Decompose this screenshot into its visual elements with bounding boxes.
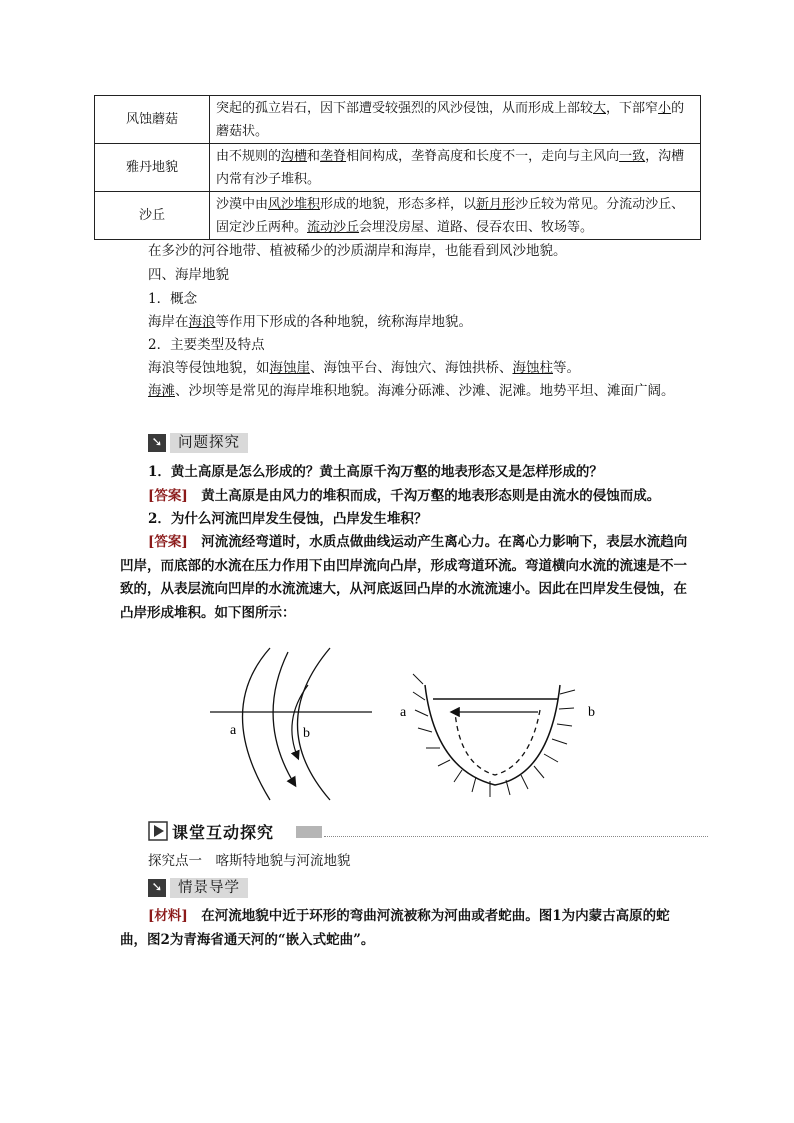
paragraph-text: 海岸在海浪等作用下形成的各种地貌，统称海岸地貌。 — [148, 314, 472, 330]
guide-header-label: 情景导学 — [170, 878, 248, 898]
label-b: b — [588, 705, 595, 720]
description-cell: 由不规则的沟槽和垄脊相间构成，垄脊高度和长度不一，走向与主风向一致，沟槽内常有沙子堆积。 — [210, 144, 701, 192]
explore-header — [148, 432, 248, 454]
section-heading: 探究点一 喀斯特地貌与河流地貌 — [148, 853, 351, 869]
description-cell: 突起的孤立岩石，因下部遭受较强烈的风沙侵蚀，从而形成上部较大，下部窄小的蘑菇状。 — [210, 96, 701, 144]
classroom-title: 课堂互动探究 — [172, 823, 275, 842]
right-bank-curve — [298, 648, 331, 800]
label-b: b — [303, 726, 310, 741]
label-a: a — [400, 705, 407, 720]
landform-table — [94, 95, 701, 240]
table-row — [95, 192, 701, 240]
circulation-arrow — [455, 710, 540, 775]
label-a: a — [230, 723, 237, 738]
classroom-header — [148, 818, 708, 844]
arrow-icon: ➘ — [148, 434, 166, 452]
term-cell: 沙丘 — [95, 192, 210, 240]
subheading: 1．概念 — [148, 291, 198, 307]
play-icon — [148, 821, 168, 841]
paragraph-text: 海滩、沙坝等是常见的海岸堆积地貌。海滩分砾滩、沙滩、泥滩。地势平坦、滩面广阔。 — [148, 383, 675, 399]
paragraph-text: 在多沙的河谷地带、植被稀少的沙质湖岸和海岸，也能看到风沙地貌。 — [148, 243, 567, 259]
decor-bar — [296, 826, 322, 838]
answer-text: [答案] 黄土高原是由风力的堆积而成，千沟万壑的地表形态则是由流水的侵蚀而成。 — [148, 488, 661, 504]
table-row — [95, 96, 701, 144]
question-text: 2．为什么河流凹岸发生侵蚀，凸岸发生堆积？ — [148, 511, 428, 527]
material-text: [材料] 在河流地貌中近于环形的弯曲河流被称为河曲或者蛇曲。图1为内蒙古高原的蛇曲，图2为青海省通天河的“嵌入式蛇曲”。 — [120, 908, 670, 948]
subheading: 2．主要类型及特点 — [148, 337, 265, 353]
arrow-icon: ➘ — [148, 879, 166, 897]
term-cell: 风蚀蘑菇 — [95, 96, 210, 144]
explore-header-label: 问题探究 — [170, 433, 248, 453]
flow-arrow — [273, 652, 295, 785]
answer-text: [答案] 河流流经弯道时，水质点做曲线运动产生离心力。在离心力影响下，表层水流趋向凹岸，而底部的水流在压力作用下由凹岸流向凸岸，形成弯道环流。弯道横向水流的流速是不一致的，从表层流向凹岸的水流流速大，从河底返回凸岸的水流流速小。因此在凹岸发生侵蚀，在凸岸形成堆积。如下图所示： — [120, 534, 688, 621]
table-row — [95, 144, 701, 192]
channel-bed — [425, 685, 560, 785]
section-heading: 四、海岸地貌 — [148, 267, 229, 283]
paragraph-text: 海浪等侵蚀地貌，如海蚀崖、海蚀平台、海蚀穴、海蚀拱桥、海蚀柱等。 — [148, 360, 580, 376]
description-cell: 沙漠中由风沙堆积形成的地貌，形态多样，以新月形沙丘较为常见。分流动沙丘、固定沙丘两种。流动沙丘会埋没房屋、道路、侵吞农田、牧场等。 — [210, 192, 701, 240]
question-text: 1．黄土高原是怎么形成的？黄土高原千沟万壑的地表形态又是怎样形成的？ — [148, 464, 603, 480]
guide-header — [148, 877, 248, 899]
left-bank-curve — [243, 648, 271, 800]
river-bend-diagram — [210, 640, 630, 810]
term-cell: 雅丹地貌 — [95, 144, 210, 192]
divider — [324, 836, 708, 837]
